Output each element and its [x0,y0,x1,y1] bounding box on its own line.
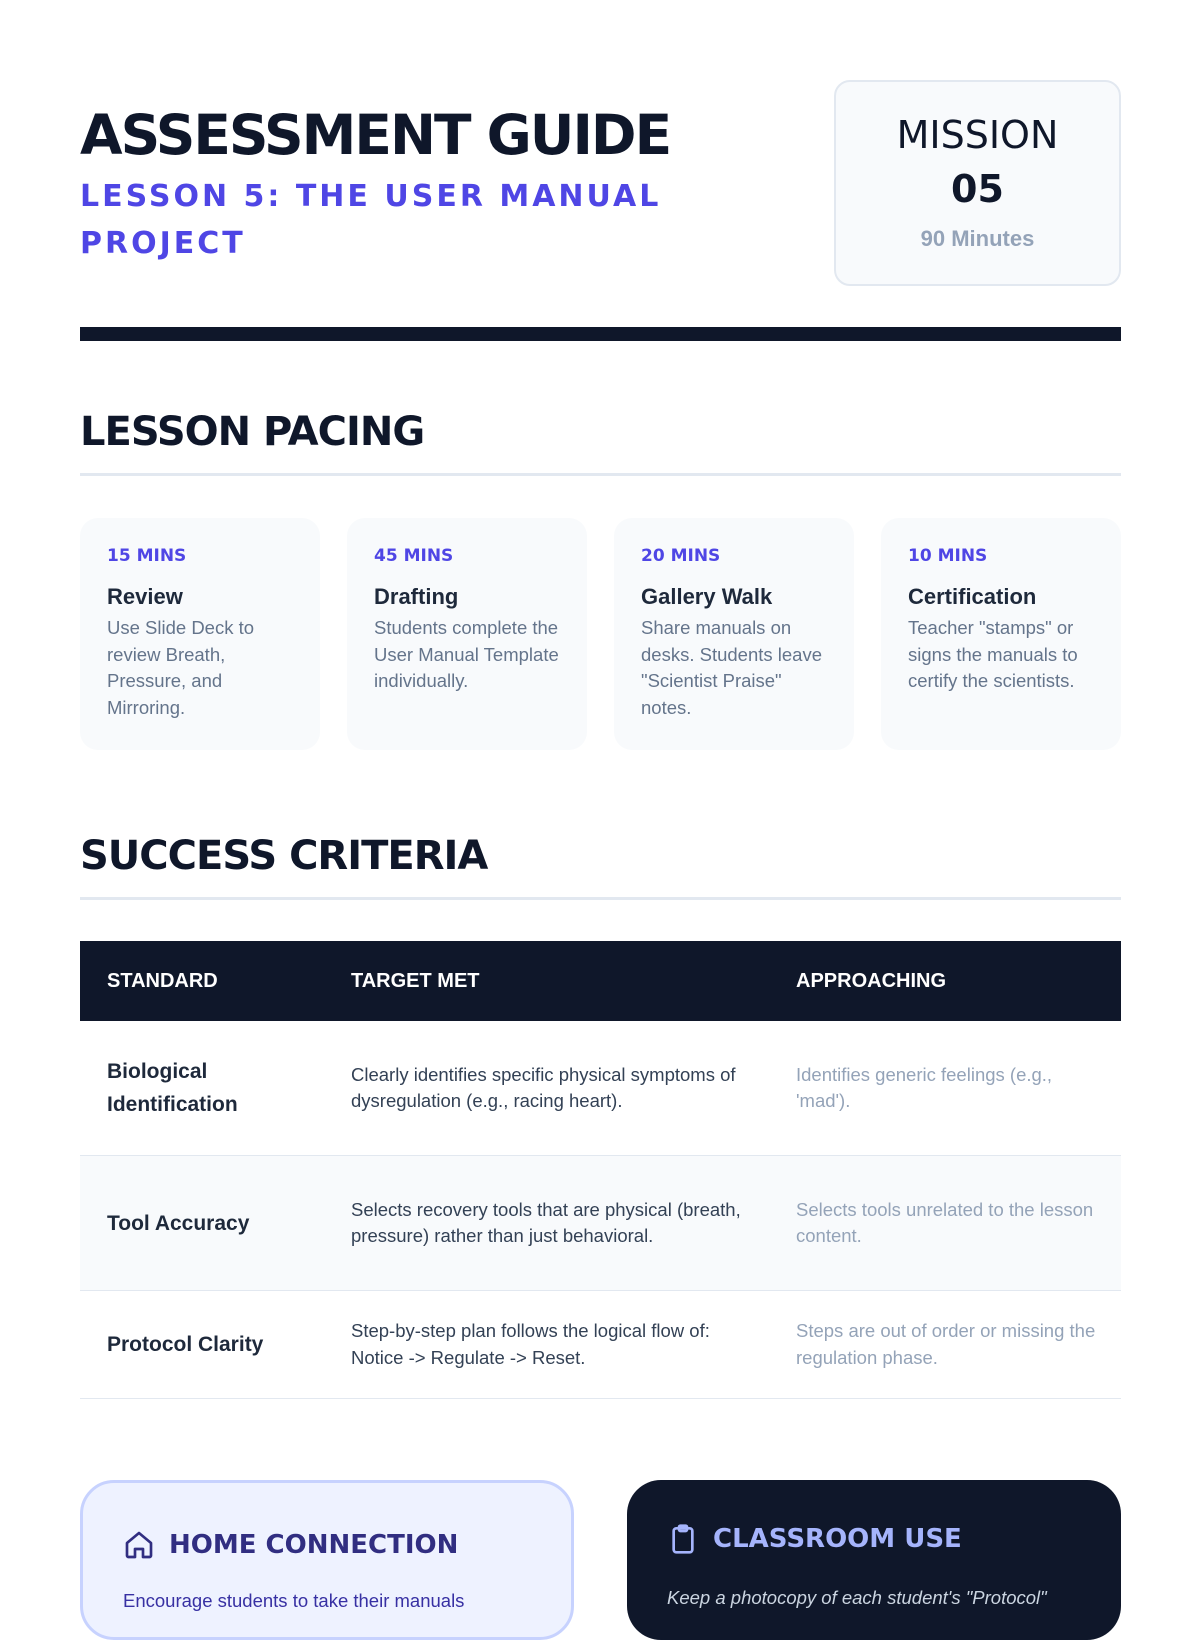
cell-standard: Tool Accuracy [107,1211,250,1235]
pacing-card-certification [881,518,1121,750]
mission-number: 05 [951,167,1004,211]
table-row [80,1156,1121,1291]
column-header-approaching: APPROACHING [796,970,947,992]
classroom-use-text: Keep a photocopy of each student's "Protocol" [667,1587,1047,1608]
pacing-card-title: Review [107,584,183,609]
pacing-card-duration: 20 MINS [641,546,721,566]
criteria-divider [80,897,1121,900]
classroom-use-box [627,1480,1121,1640]
pacing-card-duration: 45 MINS [374,546,454,566]
table-row [80,1021,1121,1156]
pacing-card-title: Drafting [374,584,459,609]
pacing-card-title: Gallery Walk [641,584,773,609]
pacing-card-description: Use Slide Deck to review Breath, Pressure, and Mirroring. [107,617,255,718]
mission-badge [834,80,1121,286]
pacing-divider [80,473,1121,476]
home-connection-box [80,1480,574,1640]
page-subtitle: LESSON 5: THE USER MANUAL PROJECT [80,179,662,261]
home-connection-text: Encourage students to take their manuals [123,1590,465,1611]
classroom-use-title: CLASSROOM USE [713,1524,962,1554]
cell-target-met: Step-by-step plan follows the logical flow of: Notice -> Regulate -> Reset. [351,1320,710,1368]
cell-approaching: Selects tools unrelated to the lesson content. [796,1198,1094,1246]
cell-approaching: Steps are out of order or missing the regulation phase. [796,1320,1096,1368]
pacing-card-title: Certification [908,584,1037,609]
home-connection-header [123,1529,458,1561]
pacing-card-description: Share manuals on desks. Students leave "Scientist Praise" notes. [641,617,822,718]
header-divider [80,327,1121,341]
mission-label: MISSION [896,113,1059,157]
pacing-card-duration: 10 MINS [908,546,988,566]
pacing-card-duration: 15 MINS [107,546,187,566]
classroom-use-header [667,1523,962,1555]
pacing-card-drafting [347,518,587,750]
page-header [80,80,1121,286]
assessment-guide-page [80,0,1121,1611]
pacing-card-gallery-walk [614,518,854,750]
column-header-target-met: TARGET MET [351,970,480,992]
cell-standard: Biological Identification [107,1060,238,1116]
criteria-heading: SUCCESS CRITERIA [80,833,488,879]
pacing-cards [80,518,1121,750]
pacing-card-description: Teacher "stamps" or signs the manuals to certify the scientists. [908,617,1078,691]
pacing-card-description: Students complete the User Manual Template individually. [374,617,559,691]
criteria-table [80,941,1121,1399]
mission-duration: 90 Minutes [920,226,1035,251]
page-title: ASSESSMENT GUIDE [80,103,671,167]
clipboard-icon [667,1523,699,1555]
pacing-card-review [80,518,320,750]
home-connection-title: HOME CONNECTION [169,1530,459,1560]
column-header-standard: STANDARD [107,970,218,992]
cell-target-met: Selects recovery tools that are physical (breath, pressure) rather than just behavioral. [351,1198,741,1246]
pacing-heading: LESSON PACING [80,409,425,455]
cell-target-met: Clearly identifies specific physical symptoms of dysregulation (e.g., racing heart). [351,1063,736,1111]
cell-approaching: Identifies generic feelings (e.g., 'mad'). [796,1063,1053,1111]
table-header [80,941,1121,1021]
cell-standard: Protocol Clarity [107,1333,264,1356]
home-icon [123,1529,155,1561]
table-row [80,1291,1121,1399]
